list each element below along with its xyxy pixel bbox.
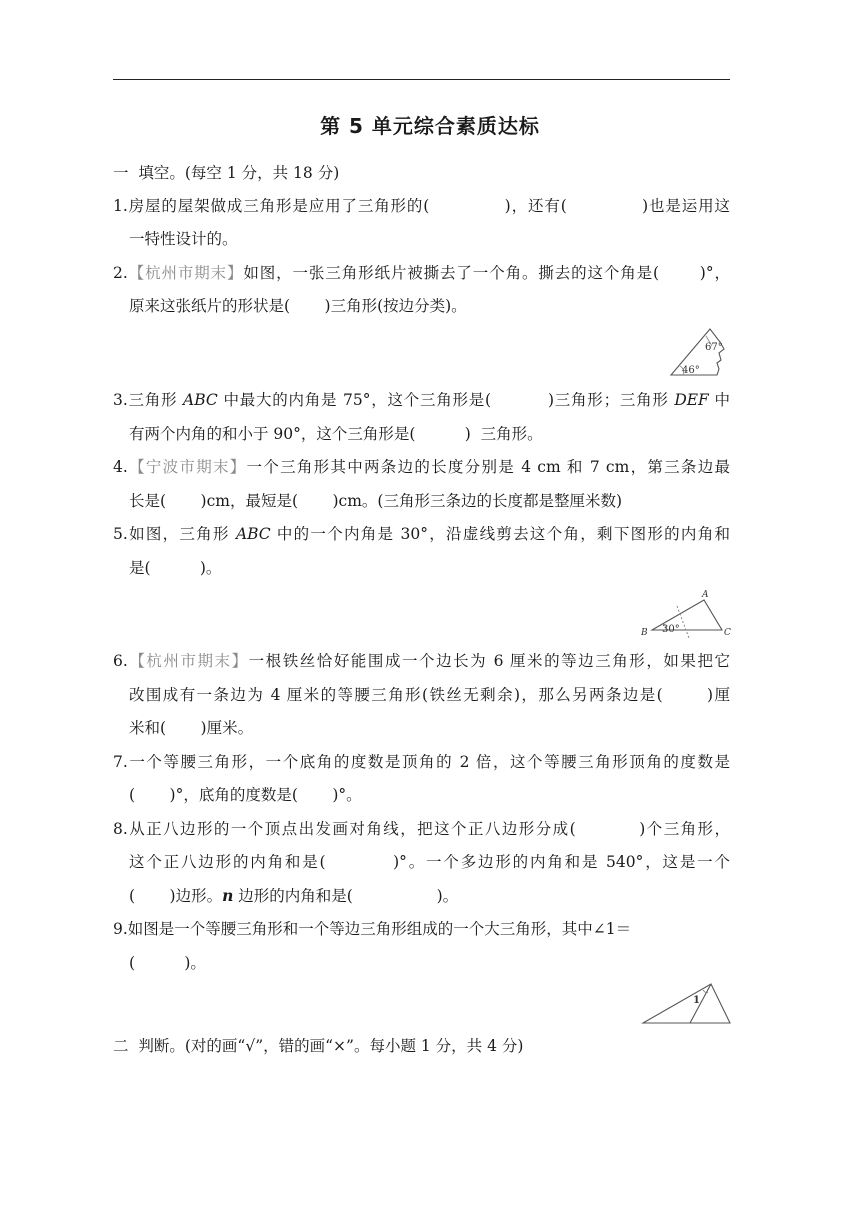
q8-line1: 8.从正八边形的一个顶点出发画对角线，把这个正八边形分成( )个三角形，: [113, 820, 730, 838]
q5-vertex-b: B: [641, 628, 648, 638]
q4-line1: [113, 456, 730, 478]
section-1-heading: 一 填空。(每空 1 分，共 18 分): [113, 164, 340, 182]
q2-source-tag: 【杭州市期末】: [127, 264, 244, 282]
q8-text-a: ( )边形。: [129, 887, 223, 905]
q2-angle-label-46: 46°: [682, 365, 700, 376]
q4-text: 一个三角形其中两条边的长度分别是 4 cm 和 7 cm，第三条边最: [246, 458, 730, 476]
q3-line2: 有两个内角的和小于 90°，这个三角形是( ) 三角形。: [129, 425, 543, 443]
q2-number: 2.: [113, 264, 128, 282]
q5-vertex-c: C: [724, 628, 731, 638]
section-2-heading: 二 判断。(对的画“√”，错的画“×”。每小题 1 分，共 4 分): [113, 1037, 524, 1055]
q6-number: 6.: [113, 652, 128, 670]
q2-line1: [113, 262, 730, 284]
q2-line2: 原来这张纸片的形状是( )三角形(按边分类)。: [129, 297, 467, 315]
q9-line1: 9.如图是一个等腰三角形和一个等边三角形组成的一个大三角形，其中∠1＝: [113, 920, 632, 938]
q5-vertex-a: A: [702, 590, 709, 600]
q6-source-tag: 【杭州市期末】: [127, 652, 249, 670]
q5-triangle-abc-figure: [638, 588, 736, 640]
q3-text-b: 中最大的内角是 75°，这个三角形是( )三角形；三角形: [217, 391, 675, 409]
q8-line2: 这个正八边形的内角和是( )°。一个多边形的内角和是 540°，这是一个: [129, 853, 730, 871]
q4-line2: 长是( )cm，最短是( )cm。(三角形三条边的长度都是整厘米数): [129, 492, 623, 510]
q6-line3: 米和( )厘米。: [129, 719, 254, 737]
q5-angle-label: 30°: [662, 624, 680, 635]
q8-line3: [129, 885, 458, 907]
page-title: 第 5 单元综合素质达标: [320, 114, 540, 138]
q2-torn-triangle-figure: [668, 322, 734, 380]
q1-line1: 1.房屋的屋架做成三角形是应用了三角形的( )，还有( )也是运用这: [113, 197, 730, 215]
q5-text-b: 中的一个内角是 30°，沿虚线剪去这个角，剩下图形的内角和: [270, 525, 730, 543]
q5-line1: [113, 523, 730, 545]
q2-text: 如图，一张三角形纸片被撕去了一个角。撕去的这个角是( )°，: [243, 264, 730, 282]
q8-var-n: n: [222, 886, 234, 905]
q3-text-a: 3.三角形: [113, 391, 184, 409]
q3-var-def: DEF: [674, 391, 709, 409]
q7-line2: ( )°，底角的度数是( )°。: [129, 786, 362, 804]
top-rule: [113, 79, 730, 80]
q6-line2: 改围成有一条边为 4 厘米的等腰三角形(铁丝无剩余)，那么另两条边是( )厘: [129, 686, 730, 704]
q8-text-b: 边形的内角和是( )。: [233, 887, 459, 905]
q3-text-c: 中: [708, 391, 731, 409]
q6-text: 一根铁丝恰好能围成一个边长为 6 厘米的等边三角形，如果把它: [248, 652, 730, 670]
q2-angle-label-67: 67°: [705, 342, 723, 353]
q6-line1: [113, 650, 730, 672]
q4-source-tag: 【宁波市期末】: [127, 458, 247, 476]
q7-line1: 7.一个等腰三角形，一个底角的度数是顶角的 2 倍，这个等腰三角形顶角的度数是: [113, 753, 730, 771]
q4-number: 4.: [113, 458, 128, 476]
q9-line2: ( )。: [129, 954, 206, 972]
q9-combined-triangle-figure: [640, 981, 734, 1027]
q9-angle-label: 1: [693, 995, 700, 1006]
q5-var-abc: ABC: [235, 525, 271, 543]
q3-line1: [113, 389, 730, 411]
q5-text-a: 5.如图，三角形: [113, 525, 236, 543]
q1-line2: 一特性设计的。: [129, 230, 238, 248]
q5-line2: 是( )。: [129, 559, 222, 577]
q3-var-abc: ABC: [183, 391, 218, 409]
